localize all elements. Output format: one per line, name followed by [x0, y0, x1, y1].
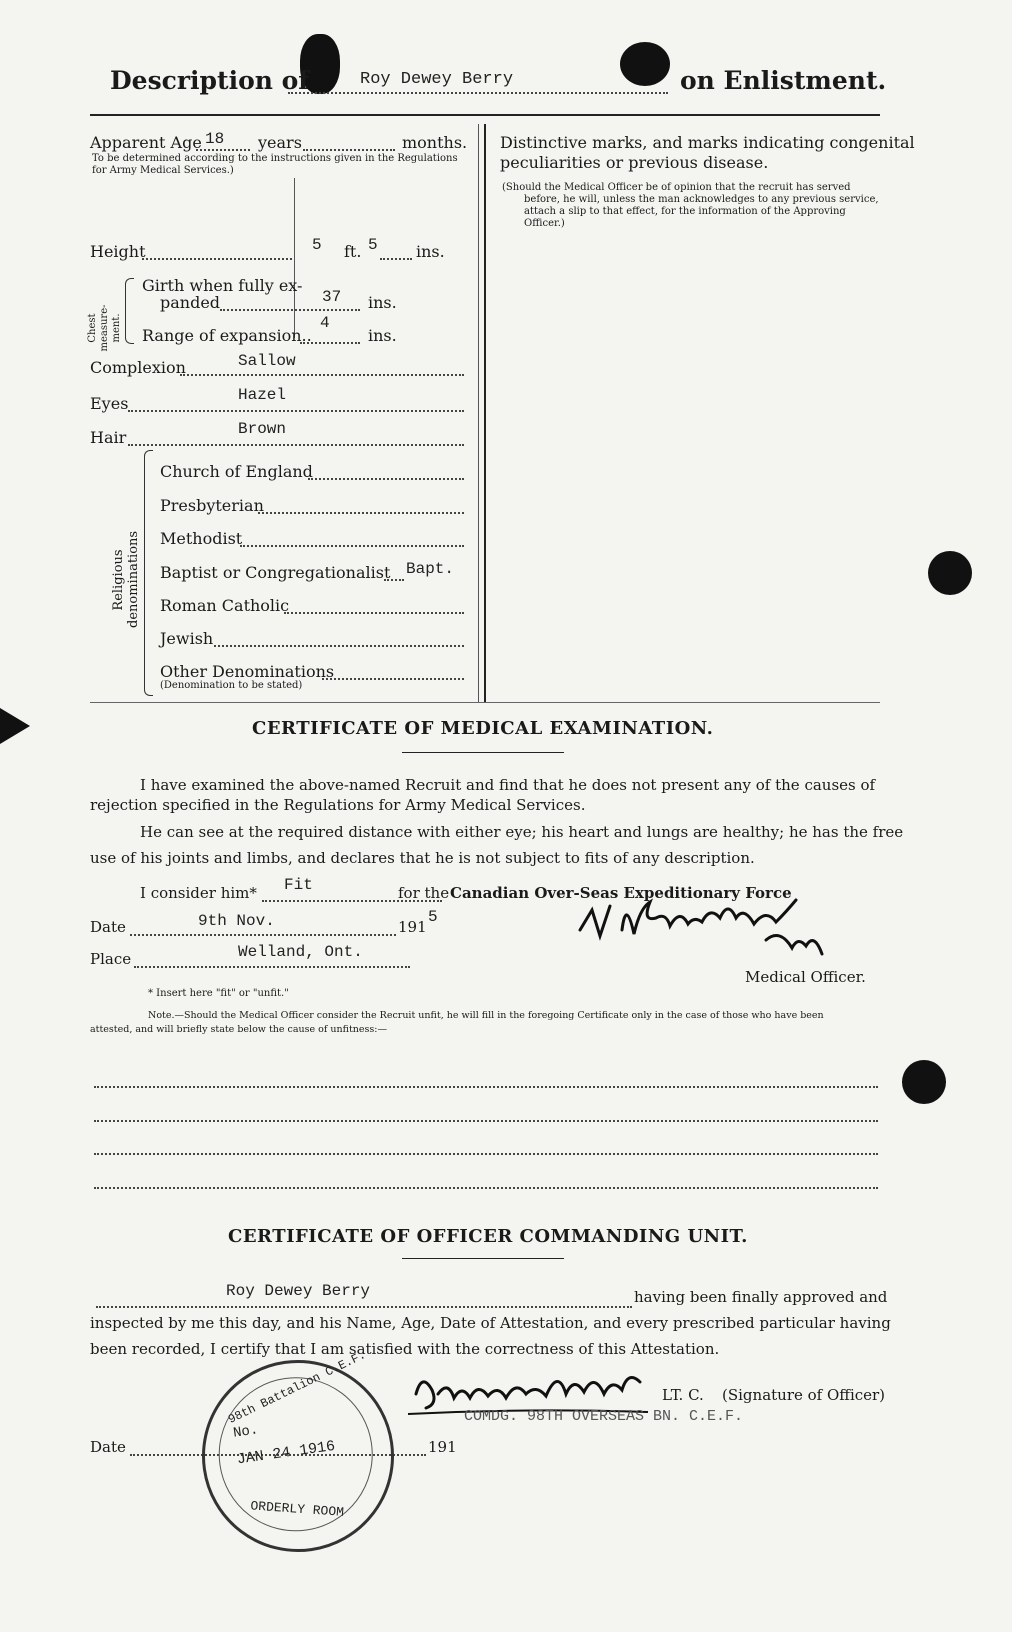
medical-title-rule: [402, 752, 564, 753]
medical-date-dots: [130, 934, 396, 936]
religion-side-label: [111, 532, 141, 628]
commanding-year-prefix: 191: [428, 1438, 457, 1456]
unfitness-line: [94, 1086, 878, 1088]
religion-item: Baptist or Congregationalist: [160, 563, 391, 582]
complexion-label: Complexion: [90, 358, 186, 377]
girth-dots: [220, 309, 360, 311]
medical-para1-line2: rejection specified in the Regulations for Army Medical Services.: [90, 796, 586, 814]
marks-line-1: Distinctive marks, and marks indicating congenital: [500, 133, 915, 152]
column-divider: [484, 124, 486, 702]
height-in-value: 5: [368, 236, 378, 254]
medical-date-value: 9th Nov.: [198, 912, 275, 930]
religion-bracket: [144, 450, 153, 696]
religion-dots: [240, 545, 464, 547]
medical-date-label: Date: [90, 918, 126, 936]
officer-rank: LT. C.: [662, 1386, 704, 1404]
header-title-prefix: Description of: [110, 66, 310, 95]
measure-box-line: [294, 178, 295, 338]
seal-date: JAN 24 1916: [235, 1437, 337, 1469]
girth-ins: ins.: [368, 293, 397, 312]
commanding-name: Roy Dewey Berry: [226, 1282, 371, 1300]
marks-note-2: before, he will, unless the man acknowledges to any previous service,: [524, 194, 879, 205]
religion-item: Roman Catholic: [160, 596, 290, 615]
religion-dots: [384, 579, 404, 581]
orderly-room-seal: [190, 1348, 407, 1565]
religion-item: Other Denominations: [160, 662, 335, 681]
religion-side-1: Religious: [111, 549, 126, 611]
religion-item: Methodist: [160, 529, 243, 548]
commanding-title: CERTIFICATE OF OFFICER COMMANDING UNIT.: [228, 1226, 748, 1247]
age-months: months.: [402, 133, 468, 152]
height-label: Height: [90, 242, 146, 261]
ink-blot: [620, 42, 670, 86]
height-ins: ins.: [416, 242, 445, 261]
eyes-label: Eyes: [90, 394, 129, 413]
medical-note-line1: Note.—Should the Medical Officer consider the Recruit unfit, he will fill in the foregoing Certificate only in the case of those who have been: [148, 1010, 824, 1021]
hair-dots: [128, 444, 464, 446]
denomination-note: (Denomination to be stated): [160, 680, 303, 691]
for-the: for the: [398, 884, 450, 902]
insert-note: * Insert here "fit" or "unfit.": [148, 988, 289, 999]
medical-place-value: Welland, Ont.: [238, 943, 363, 961]
punch-hole: [928, 551, 972, 595]
chest-side-label: Chest measure-ment.: [87, 304, 122, 352]
unfitness-line: [94, 1153, 878, 1155]
chest-bracket: [125, 278, 134, 344]
range-label: Range of expansion..: [142, 326, 312, 345]
height-ft-value: 5: [312, 236, 322, 254]
age-label: Apparent Age: [90, 133, 202, 152]
medical-para2-line2: use of his joints and limbs, and declares that he is not subject to fits of any description.: [90, 849, 755, 867]
seal-bottom: ORDERLY ROOM: [249, 1498, 345, 1520]
religion-dots: [322, 678, 464, 680]
force-name: Canadian Over-Seas Expeditionary Force: [450, 884, 792, 902]
unit-stamp: COMDG. 98TH OVERSEAS BN. C.E.F.: [464, 1408, 744, 1425]
age-dots: [196, 149, 250, 151]
commanding-line1: having been finally approved and: [634, 1288, 888, 1306]
religion-dots: [214, 645, 464, 647]
commanding-title-rule: [402, 1258, 564, 1259]
medical-year-suffix: 5: [428, 908, 438, 926]
medical-note-line2: attested, and will briefly state below the cause of unfitness:—: [90, 1024, 387, 1035]
seal-no: No.: [232, 1422, 260, 1442]
religion-dots: [308, 478, 464, 480]
marks-line-2: peculiarities or previous disease.: [500, 153, 769, 172]
height-in-dots: [380, 258, 412, 260]
complexion-dots: [180, 374, 464, 376]
section-rule: [90, 702, 880, 703]
hair-value: Brown: [238, 420, 287, 438]
medical-officer-label: Medical Officer.: [745, 968, 866, 986]
consider-label: I consider him*: [140, 884, 257, 902]
medical-place-dots: [134, 966, 410, 968]
hair-label: Hair: [90, 428, 127, 447]
commanding-name-dots: [96, 1306, 632, 1308]
marks-note-3: attach a slip to that effect, for the information of the Approving: [524, 206, 846, 217]
range-value: 4: [320, 314, 330, 332]
medical-year-prefix: 191: [398, 918, 427, 936]
height-dots: [142, 258, 292, 260]
years-dots: [303, 149, 395, 151]
age-value: 18: [205, 130, 225, 148]
girth-value: 37: [322, 288, 342, 306]
marks-note-1: (Should the Medical Officer be of opinion that the recruit has served: [502, 182, 851, 193]
unfitness-line: [94, 1187, 878, 1189]
commanding-line3: been recorded, I certify that I am satisfied with the correctness of this Attestation.: [90, 1340, 720, 1358]
religion-item: Presbyterian: [160, 496, 264, 515]
eyes-value: Hazel: [238, 386, 287, 404]
medical-officer-signature: [570, 888, 830, 968]
consider-value: Fit: [284, 876, 313, 894]
religion-item: Church of England: [160, 462, 313, 481]
height-ft: ft.: [344, 242, 362, 261]
medical-title: CERTIFICATE OF MEDICAL EXAMINATION.: [252, 718, 714, 739]
officer-signature-label: (Signature of Officer): [722, 1386, 886, 1404]
religion-value: Bapt.: [406, 560, 455, 578]
name-dotted-line: [288, 92, 668, 94]
girth-label-2: panded: [160, 293, 221, 312]
range-ins: ins.: [368, 326, 397, 345]
religion-dots: [258, 512, 464, 514]
column-divider-inner: [478, 124, 479, 702]
unfitness-line: [94, 1120, 878, 1122]
eyes-dots: [128, 410, 464, 412]
enlistee-name: Roy Dewey Berry: [360, 70, 514, 89]
medical-place-label: Place: [90, 950, 132, 968]
header-title-suffix: on Enlistment.: [680, 66, 887, 95]
age-note: To be determined according to the instructions given in the Regulations for Army Medical Services.): [92, 153, 458, 176]
commanding-date-label: Date: [90, 1438, 126, 1456]
religion-item: Jewish: [160, 629, 214, 648]
seal-top: 98th Battalion C.E.F.: [226, 1348, 369, 1427]
age-years: years: [258, 133, 302, 152]
medical-para2-line1: He can see at the required distance with either eye; his heart and lungs are healthy; he has the free: [140, 823, 904, 841]
commanding-line2: inspected by me this day, and his Name, Age, Date of Attestation, and every prescribed particular having: [90, 1314, 891, 1332]
girth-label-1: Girth when fully ex-: [142, 276, 303, 295]
complexion-value: Sallow: [238, 352, 296, 370]
marks-note-4: Officer.): [524, 218, 565, 229]
range-dots: [300, 342, 360, 344]
religion-dots: [284, 612, 464, 614]
medical-para1-line1: I have examined the above-named Recruit and find that he does not present any of the causes of: [140, 776, 876, 794]
religion-side-2: denominations: [126, 530, 141, 628]
edge-mark: [0, 708, 30, 744]
punch-hole: [902, 1060, 946, 1104]
header-rule: [90, 114, 880, 116]
